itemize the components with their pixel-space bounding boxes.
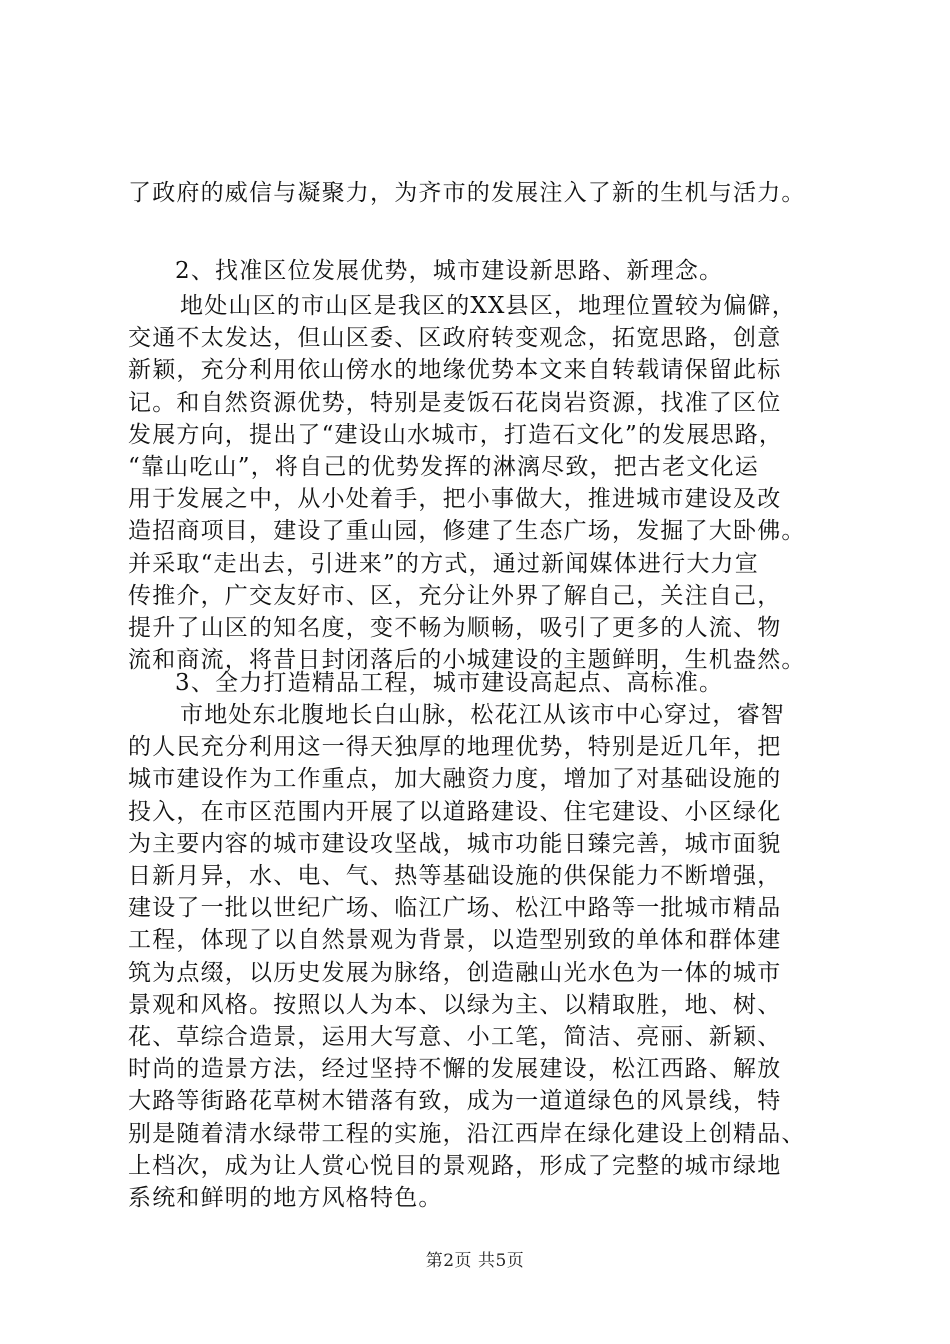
section-2-line: 地处山区的市山区是我区的XX县区，地理位置较为偏僻， — [180, 293, 796, 319]
section-3-line: 别是随着清水绿带工程的实施，沿江西岸在绿化建设上创精品、 — [128, 1120, 806, 1147]
section-3-body — [128, 699, 848, 1214]
section-3-heading: 3、全力打造精品工程，城市建设高起点、高标准。 — [175, 670, 724, 696]
section-2-line: 交通不太发达，但山区委、区政府转变观念，拓宽思路，创意 — [128, 325, 782, 352]
section-2-line: 用于发展之中，从小处着手，把小事做大，推进城市建设及改 — [128, 486, 782, 513]
section-3-line: 的人民充分利用这一得天独厚的地理优势，特别是近几年，把 — [128, 734, 782, 761]
section-2-line: “靠山吃山”，将自己的优势发挥的淋漓尽致，把古老文化运 — [128, 454, 759, 481]
section-3-line: 上档次，成为让人赏心悦目的景观路，形成了完整的城市绿地 — [128, 1152, 782, 1179]
section-3-line: 城市建设作为工作重点，加大融资力度，增加了对基础设施的 — [128, 766, 782, 793]
section-2-line: 新颖，充分利用依山傍水的地缘优势本文来自转载请保留此标 — [128, 357, 782, 384]
section-3-line: 建设了一批以世纪广场、临江广场、松江中路等一批城市精品 — [128, 895, 782, 922]
section-2-line: 提升了山区的知名度，变不畅为顺畅，吸引了更多的人流、物 — [128, 615, 782, 642]
section-2-line: 发展方向，提出了“建设山水城市，打造石文化”的发展思路， — [128, 421, 784, 448]
section-3-line: 花、草综合造景，运用大写意、小工笔，简洁、亮丽、新颖、 — [128, 1024, 782, 1051]
section-3-line: 系统和鲜明的地方风格特色。 — [128, 1185, 443, 1212]
section-3-line: 工程，体现了以自然景观为背景，以造型别致的单体和群体建 — [128, 927, 782, 954]
section-2-line: 并采取“走出去，引进来”的方式，通过新闻媒体进行大力宣 — [128, 550, 759, 577]
section-2-line: 造招商项目，建设了重山园，修建了生态广场，发掘了大卧佛。 — [128, 518, 806, 545]
section-3-line: 大路等街路花草树木错落有致，成为一道道绿色的风景线，特 — [128, 1088, 782, 1115]
section-2-line: 传推介，广交友好市、区，充分让外界了解自己，关注自己， — [128, 582, 782, 609]
paragraph-continuation: 了政府的威信与凝聚力，为齐市的发展注入了新的生机与活力。 — [128, 180, 806, 206]
section-2-line: 记。和自然资源优势，特别是麦饭石花岗岩资源，找准了区位 — [128, 389, 782, 416]
page-indicator: 第2页 共5页 — [425, 1251, 525, 1271]
section-3-line: 投入，在市区范围内开展了以道路建设、住宅建设、小区绿化 — [128, 798, 782, 825]
section-2-heading: 2、找准区位发展优势，城市建设新思路、新理念。 — [175, 258, 724, 284]
section-3-line: 景观和风格。按照以人为本、以绿为主、以精取胜，地、树、 — [128, 991, 782, 1018]
section-3-line: 市地处东北腹地长白山脉，松花江从该市中心穿过，睿智 — [180, 702, 785, 728]
section-3-line: 时尚的造景方法，经过坚持不懈的发展建设，松江西路、解放 — [128, 1056, 782, 1083]
section-2-line: 流和商流，将昔日封闭落后的小城建设的主题鲜明，生机盎然。 — [128, 647, 806, 674]
section-3-line: 为主要内容的城市建设攻坚战，城市功能日臻完善，城市面貌 — [128, 830, 782, 857]
section-2-body — [128, 290, 848, 676]
section-3-line: 日新月异，水、电、气、热等基础设施的供保能力不断增强， — [128, 863, 782, 890]
section-3-line: 筑为点缀，以历史发展为脉络，创造融山光水色为一体的城市 — [128, 959, 782, 986]
